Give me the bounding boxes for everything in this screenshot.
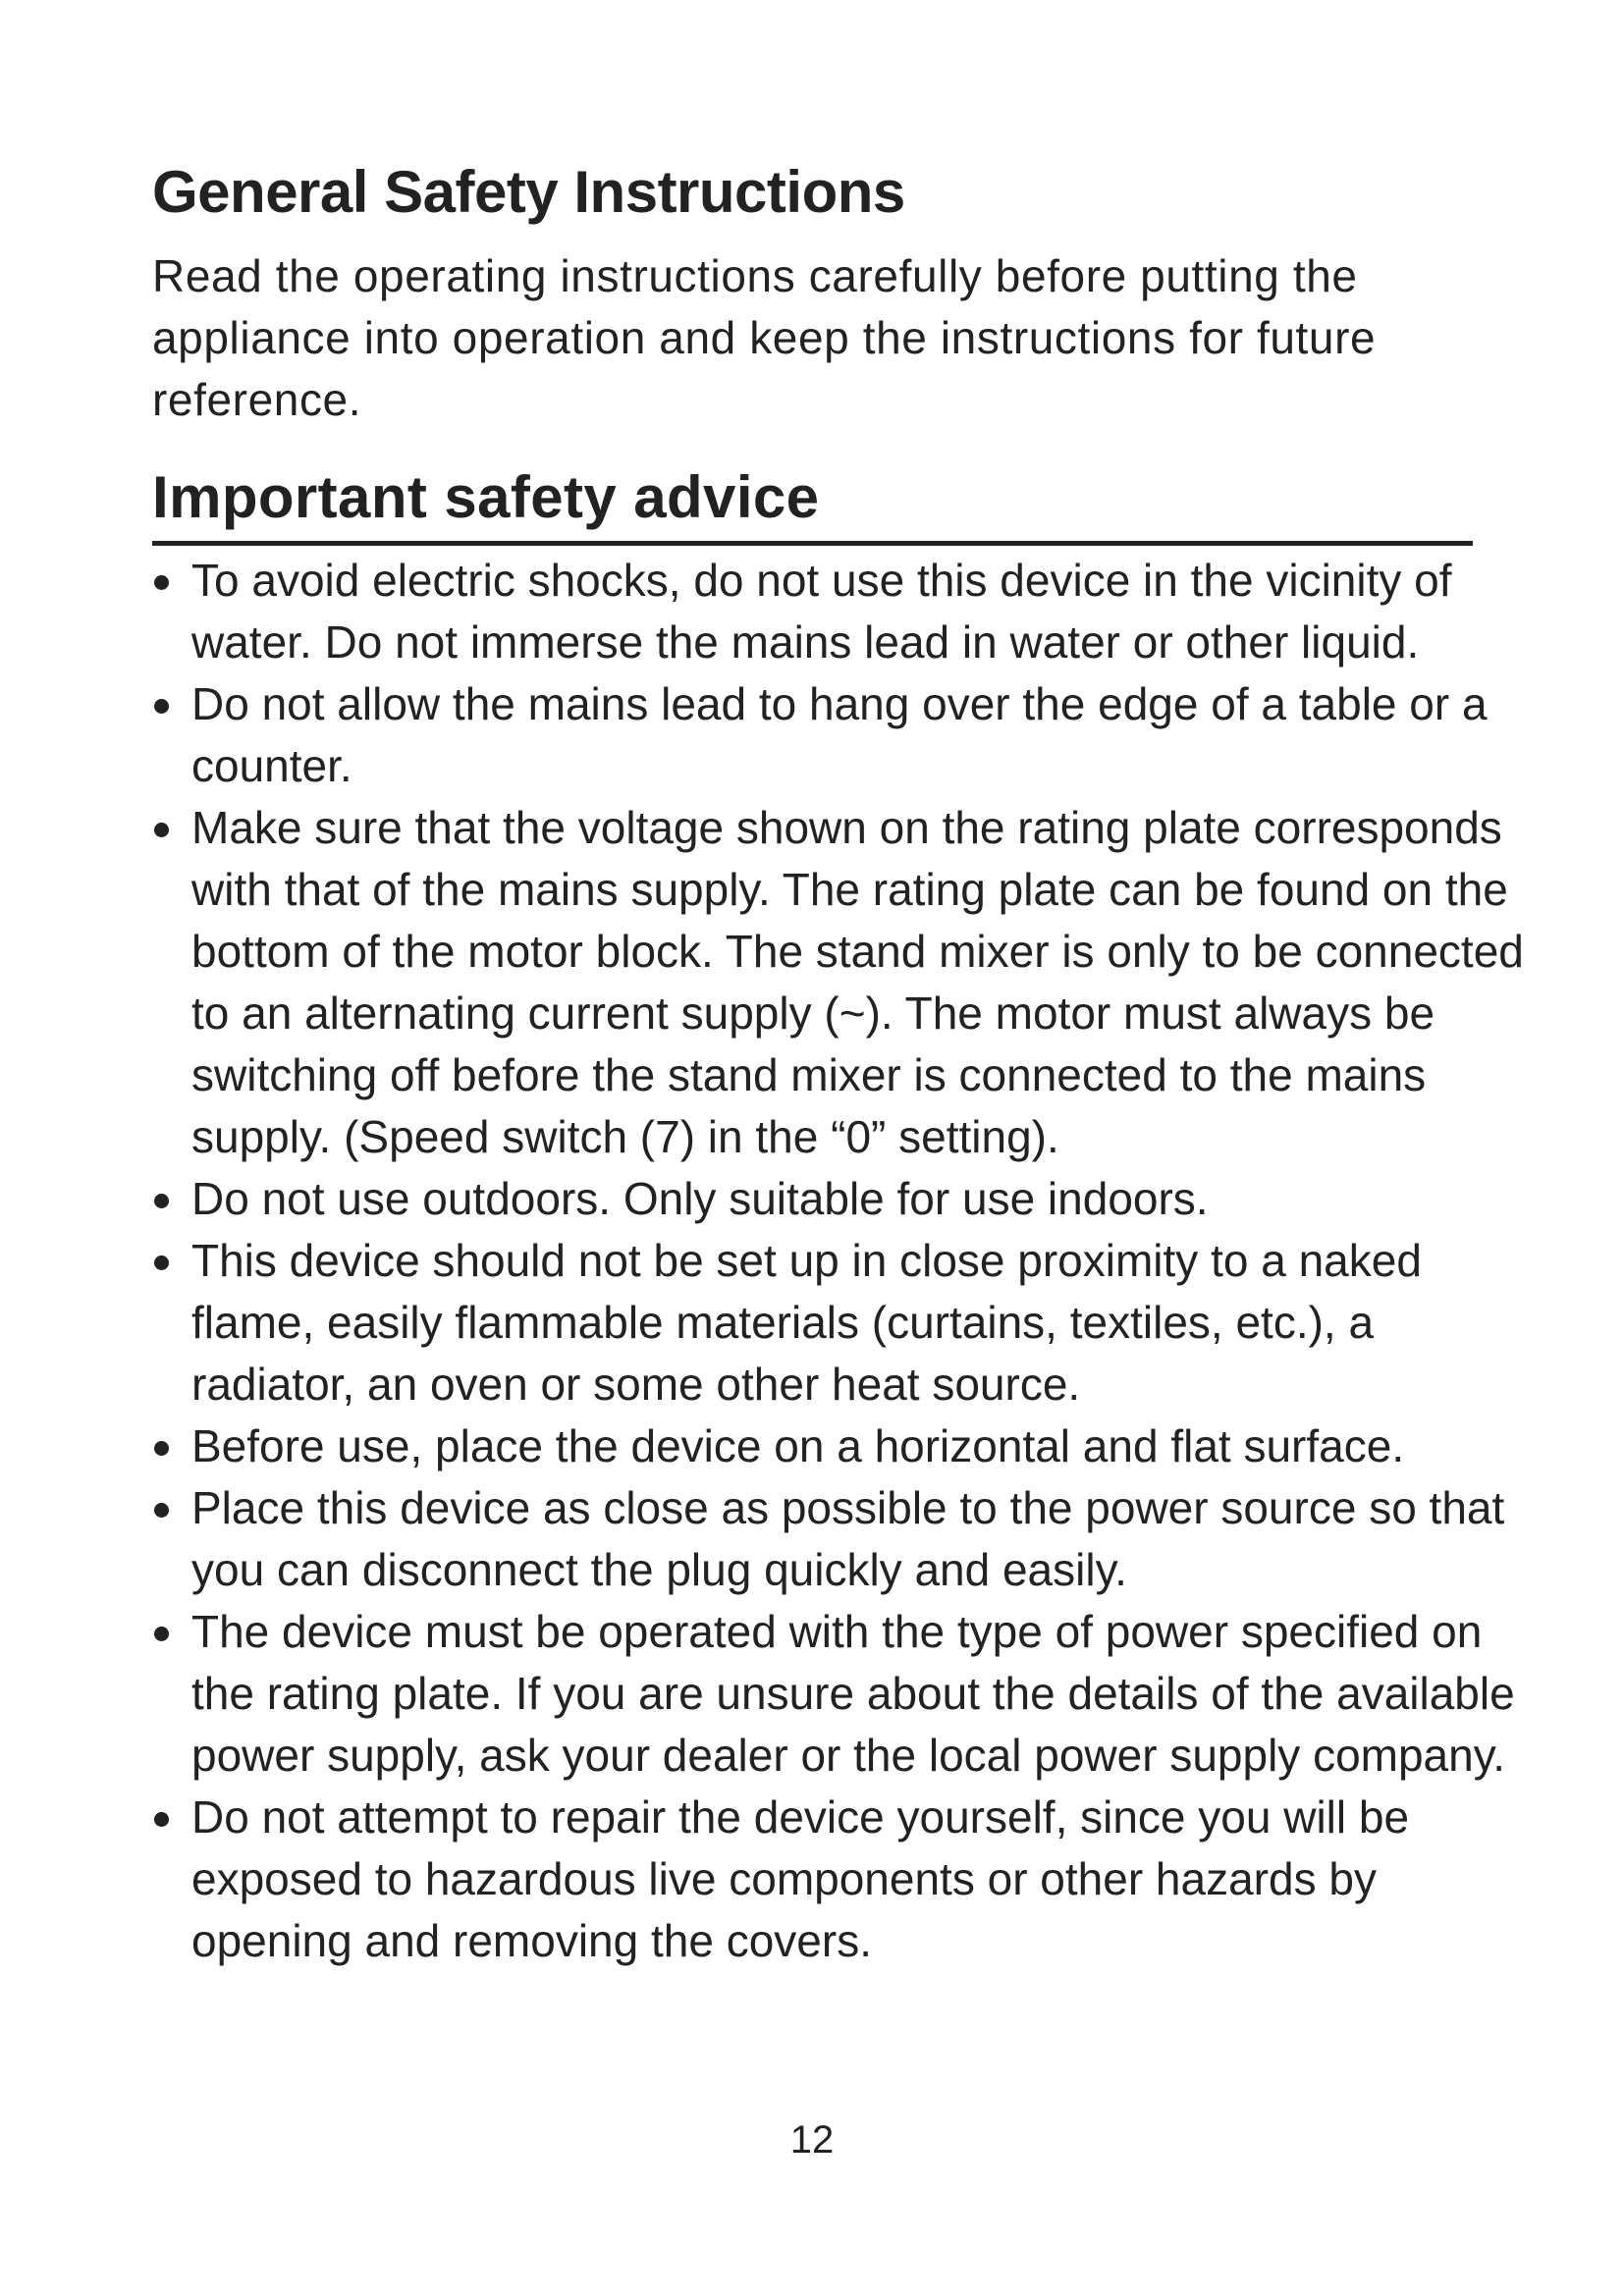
bullet-icon xyxy=(154,1503,169,1518)
list-item-text: Make sure that the voltage shown on the rating plate corresponds with that of the mains supply. The rating plate can be found on the bottom of the motor block. The stand mixer is only to be connected to an alternating current supply (~). The motor must always be switching off before the stand mixer is connected to the mains supply. (Speed switch (7) in the “0” setting). xyxy=(191,802,1524,1162)
intro-paragraph: Read the operating instructions carefully before putting the appliance into operation and keep the instructions for future reference. xyxy=(152,250,1377,425)
list-item-text: The device must be operated with the type of power specified on the rating plate. If you are unsure about the details of the available power supply, ask your dealer or the local power supply company. xyxy=(191,1606,1515,1781)
list-item xyxy=(152,1787,1527,1972)
safety-advice-list xyxy=(152,550,1527,1972)
page-title: General Safety Instructions xyxy=(152,159,905,225)
list-item-text: Do not allow the mains lead to hang over the edge of a table or a counter. xyxy=(191,678,1488,791)
list-item xyxy=(152,1168,1527,1230)
list-item-text: To avoid electric shocks, do not use this device in the vicinity of water. Do not immerse the mains lead in water or other liquid. xyxy=(191,555,1452,667)
bullet-icon xyxy=(154,575,169,590)
list-item-text: Place this device as close as possible to the power source so that you can disconnect the plug quickly and easily. xyxy=(191,1482,1505,1595)
bullet-icon xyxy=(154,1627,169,1641)
bullet-icon xyxy=(154,699,169,714)
list-item xyxy=(152,550,1527,673)
bullet-icon xyxy=(154,1441,169,1456)
bullet-icon xyxy=(154,1255,169,1270)
list-item xyxy=(152,1415,1527,1477)
section-title: Important safety advice xyxy=(152,456,1473,546)
bullet-icon xyxy=(154,823,169,837)
page-content xyxy=(152,147,1527,1972)
bullet-icon xyxy=(154,1812,169,1827)
bullet-icon xyxy=(154,1194,169,1208)
list-item xyxy=(152,1230,1527,1415)
list-item-text: This device should not be set up in close proximity to a naked flame, easily flammable materials (curtains, textiles, etc.), a radiator, an oven or some other heat source. xyxy=(191,1235,1422,1410)
list-item xyxy=(152,673,1527,797)
list-item xyxy=(152,1477,1527,1601)
list-item-text: Do not use outdoors. Only suitable for use indoors. xyxy=(191,1173,1209,1224)
page-number: 12 xyxy=(789,2118,835,2162)
list-item xyxy=(152,797,1527,1168)
list-item xyxy=(152,1601,1527,1787)
list-item-text: Do not attempt to repair the device yourself, since you will be exposed to hazardous live components or other hazards by opening and removing the covers. xyxy=(191,1791,1410,1966)
list-item-text: Before use, place the device on a horizontal and flat surface. xyxy=(191,1420,1405,1471)
